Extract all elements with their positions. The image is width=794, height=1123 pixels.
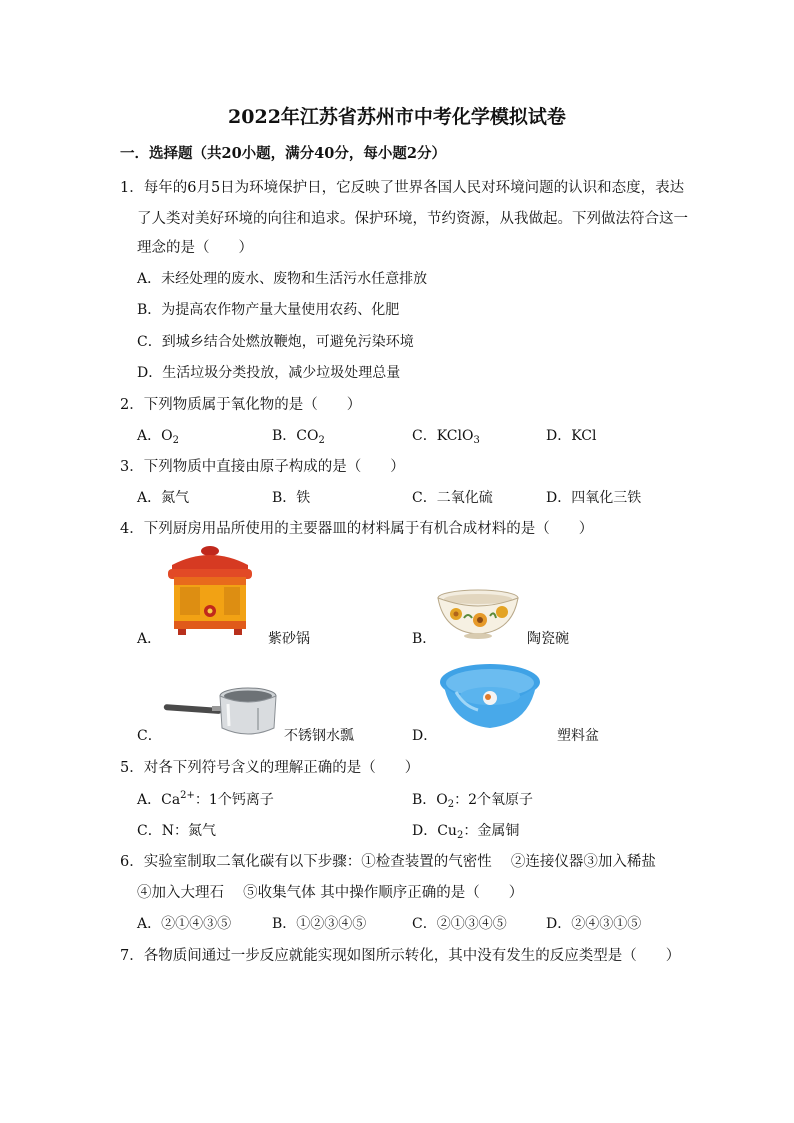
q5-b-post: ：2个氧原子 [454, 792, 534, 808]
q2-b-text: B．CO [272, 428, 319, 444]
q5-a-post: ：1个钙离子 [194, 792, 274, 808]
q2-b-sub: 2 [318, 435, 325, 446]
q2-c-sub: 3 [473, 435, 480, 446]
q1-line-1: 1．每年的6月5日为环境保护日，它反映了世界各国人民对环境问题的认识和态度，表达 [120, 180, 685, 196]
q4-option-a-letter: A． [137, 631, 162, 647]
q2-option-d: D．KCl [546, 428, 597, 444]
q5-b-sub: 2 [447, 799, 455, 810]
q3-stem: 3．下列物质中直接由原子构成的是（ ） [120, 459, 405, 475]
q6-option-b: B．①②③④⑤ [272, 916, 367, 932]
q3-option-c: C．二氧化硫 [412, 490, 493, 506]
q5-a-sup: 2+ [180, 790, 195, 801]
q4-option-a-label: 紫砂锅 [268, 631, 310, 647]
q5-option-d [412, 821, 519, 841]
q2-option-a [137, 426, 179, 446]
q4-stem: 4．下列厨房用品所使用的主要器皿的材料属于有机合成材料的是（ ） [120, 521, 594, 537]
q5-d-sub: 2 [456, 830, 464, 841]
q2-a-sub: 2 [172, 435, 179, 446]
q3-option-a: A．氮气 [137, 490, 190, 506]
q5-a-text: A．Ca [137, 792, 181, 808]
q2-option-c [412, 426, 480, 446]
section-heading: 一．选择题（共20小题，满分40分，每小题2分） [120, 145, 446, 162]
q6-option-d: D．②④③①⑤ [546, 916, 642, 932]
q5-b-text: B．O [412, 792, 448, 808]
q5-stem: 5．对各下列符号含义的理解正确的是（ ） [120, 760, 420, 776]
q2-a-text: A．O [137, 428, 173, 444]
page-title: 2022年江苏省苏州市中考化学模拟试卷 [228, 106, 566, 128]
ladle-icon [162, 684, 280, 742]
q4-option-b-letter: B． [412, 631, 437, 647]
cooker-icon [164, 543, 256, 639]
q5-d-post: ：金属铜 [463, 823, 520, 839]
q6-line-1: 6．实验室制取二氧化碳有以下步骤：①检查装置的气密性 ②连接仪器③加入稀盐 [120, 854, 656, 870]
q2-c-text: C．KClO [412, 428, 474, 444]
q4-option-c-letter: C． [137, 728, 162, 744]
q4-option-c-label: 不锈钢水瓢 [284, 728, 354, 744]
q6-option-a: A．②①④③⑤ [137, 916, 232, 932]
q4-option-d-letter: D． [412, 728, 438, 744]
q1-line-2: 了人类对美好环境的向往和追求。保护环境，节约资源，从我做起。下列做法符合这一 [137, 211, 688, 227]
q7-stem: 7．各物质间通过一步反应就能实现如图所示转化，其中没有发生的反应类型是（ ） [120, 948, 681, 964]
q1-line-3: 理念的是（ ） [137, 240, 253, 256]
bowl-icon [436, 588, 520, 640]
q2-option-b [272, 426, 325, 446]
q6-line-2: ④加入大理石 ⑤收集气体 其中操作顺序正确的是（ ） [137, 885, 524, 901]
q4-option-b-label: 陶瓷碗 [527, 631, 569, 647]
q3-option-d: D．四氧化三铁 [546, 490, 642, 506]
q1-option-d: D．生活垃圾分类投放，减少垃圾处理总量 [137, 365, 401, 381]
q5-option-b [412, 790, 533, 810]
q1-option-a: A．未经处理的废水、废物和生活污水任意排放 [137, 271, 428, 287]
q6-option-c: C．②①③④⑤ [412, 916, 507, 932]
q5-d-text: D．Cu [412, 823, 457, 839]
q3-option-b: B．铁 [272, 490, 311, 506]
q1-option-c: C．到城乡结合处燃放鞭炮，可避免污染环境 [137, 334, 414, 350]
q5-option-c: C．N：氮气 [137, 823, 216, 839]
q5-option-a [137, 790, 274, 810]
basin-icon [438, 662, 542, 732]
q2-stem: 2．下列物质属于氧化物的是（ ） [120, 397, 362, 413]
q1-option-b: B．为提高农作物产量大量使用农药、化肥 [137, 302, 400, 318]
q4-option-d-label: 塑料盆 [557, 728, 599, 744]
